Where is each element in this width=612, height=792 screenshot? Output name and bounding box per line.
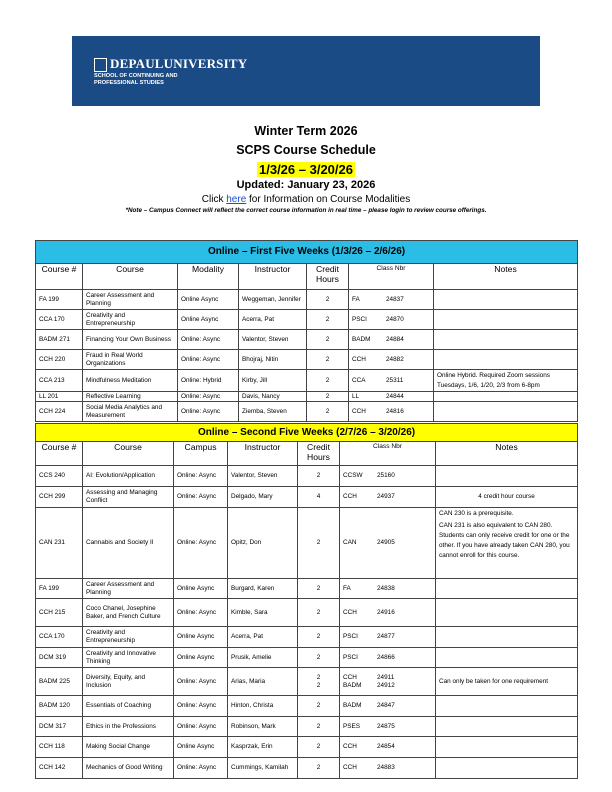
notes-line: CAN 230 is a prerequisite. xyxy=(439,510,514,517)
col-credit-hours: Credit Hours xyxy=(307,264,349,290)
class-subject: PSES xyxy=(343,722,361,730)
notes xyxy=(436,696,578,717)
class-number: 24911 xyxy=(377,673,395,681)
table-row xyxy=(36,487,578,508)
course-name: Financing Your Own Business xyxy=(83,330,178,350)
instructor: Kimble, Sara xyxy=(228,599,298,627)
class-nbr xyxy=(340,758,436,779)
notes-line: CAN 231 is also equivalent to CAN 280. Students can only receive credit for one or the other. If you have already taken CAN 280, you cannot enroll for this course. xyxy=(439,522,570,559)
class-nbr xyxy=(340,668,436,696)
course-num: CCH 118 xyxy=(36,737,83,758)
class-number: 24838 xyxy=(377,584,395,592)
class-number: 24866 xyxy=(377,653,395,661)
table-row xyxy=(36,392,578,402)
credit-hours-value: 2 xyxy=(316,681,321,689)
click-prefix: Click xyxy=(201,194,227,205)
course-num: CAN 231 xyxy=(36,508,83,579)
course-name: AI: Evolution/Application xyxy=(83,466,174,487)
campus: Online: Async xyxy=(174,508,228,579)
class-subject: PSCI xyxy=(343,653,358,661)
class-subject: PSCI xyxy=(343,633,358,640)
class-number: 24875 xyxy=(377,722,395,730)
class-number: 24844 xyxy=(386,392,404,400)
credit-hours: 2 xyxy=(298,627,340,648)
notes xyxy=(436,758,578,779)
class-nbr xyxy=(349,392,434,402)
course-num: FA 199 xyxy=(36,290,83,310)
click-suffix: for Information on Course Modalities xyxy=(246,194,411,205)
class-number: 24847 xyxy=(377,702,395,709)
instructor: Opitz, Don xyxy=(228,508,298,579)
class-subject: CCH xyxy=(352,407,366,415)
class-subject: PSCI xyxy=(352,315,367,323)
col-class-nbr: Class Nbr xyxy=(349,264,434,290)
logo-name: DEPAULUNIVERSITY xyxy=(110,56,248,71)
modality-info xyxy=(0,194,612,205)
col-credit-hours: Credit Hours xyxy=(298,442,340,466)
class-nbr xyxy=(340,466,436,487)
course-num: BADM 225 xyxy=(36,668,83,696)
class-number: 25160 xyxy=(377,472,395,479)
section-title: Online – Second Five Weeks (2/7/26 – 3/20/26) xyxy=(36,424,578,442)
class-number: 24905 xyxy=(377,539,395,546)
course-name: Diversity, Equity, and Inclusion xyxy=(83,668,174,696)
course-num: CCH 220 xyxy=(36,350,83,370)
campus: Online Async xyxy=(174,579,228,599)
modality: Online: Async xyxy=(178,350,239,370)
instructor: Ziemba, Steven xyxy=(239,402,307,422)
class-nbr xyxy=(340,627,436,648)
class-subject: BADM xyxy=(343,702,362,709)
notes xyxy=(436,737,578,758)
section-title: Online – First Five Weeks (1/3/26 – 2/6/26) xyxy=(36,241,578,264)
class-nbr xyxy=(349,370,434,392)
course-num: CCH 224 xyxy=(36,402,83,422)
class-number: 24882 xyxy=(386,355,404,363)
notes xyxy=(434,290,578,310)
class-nbr xyxy=(340,696,436,717)
table-row xyxy=(36,758,578,779)
term-title: Winter Term 2026 xyxy=(254,124,358,138)
class-subject: FA xyxy=(343,584,351,592)
credit-hours: 2 xyxy=(307,290,349,310)
class-nbr xyxy=(349,350,434,370)
col-instructor: Instructor xyxy=(228,442,298,466)
updated-date: Updated: January 23, 2026 xyxy=(236,179,376,191)
notes xyxy=(434,402,578,422)
class-subject: CCH xyxy=(343,608,357,616)
instructor: Valentor, Steven xyxy=(228,466,298,487)
date-range-highlight: 1/3/26 – 3/20/26 xyxy=(259,162,353,177)
class-number: 24884 xyxy=(386,335,404,343)
class-nbr xyxy=(340,579,436,599)
campus: Online: Async xyxy=(174,668,228,696)
col-course-num: Course # xyxy=(36,442,83,466)
credit-hours: 2 xyxy=(307,350,349,370)
class-subject: CCSW xyxy=(343,472,363,479)
table-row xyxy=(36,310,578,330)
credit-hours-value: 2 xyxy=(316,673,321,681)
instructor: Robinson, Mark xyxy=(228,717,298,737)
course-num: CCA 170 xyxy=(36,310,83,330)
class-subject: CCH xyxy=(343,673,357,681)
schedule-title: SCPS Course Schedule xyxy=(236,143,376,157)
notes xyxy=(436,466,578,487)
notes xyxy=(434,350,578,370)
credit-hours: 2 xyxy=(307,310,349,330)
course-name: Ethics in the Professions xyxy=(83,717,174,737)
campus: Online: Async xyxy=(174,487,228,508)
credit-hours: 2 xyxy=(298,579,340,599)
course-num: DCM 317 xyxy=(36,717,83,737)
course-name: Creativity and Entrepreneurship xyxy=(83,627,174,648)
class-subject: BADM xyxy=(343,681,362,689)
course-num: BADM 271 xyxy=(36,330,83,350)
credit-hours: 2 xyxy=(298,737,340,758)
credit-hours: 2 xyxy=(298,696,340,717)
class-number: 24883 xyxy=(377,764,395,771)
col-instructor: Instructor xyxy=(239,264,307,290)
credit-hours: 2 xyxy=(298,717,340,737)
modality: Online Async xyxy=(178,290,239,310)
notes xyxy=(436,579,578,599)
instructor: Burgard, Karen xyxy=(228,579,298,599)
instructor: Bhojraj, Nitin xyxy=(239,350,307,370)
notes: Can only be taken for one requirement xyxy=(436,668,578,696)
table-row xyxy=(36,402,578,422)
class-nbr xyxy=(340,648,436,668)
class-nbr xyxy=(340,599,436,627)
campus: Online: Async xyxy=(174,466,228,487)
notes xyxy=(436,648,578,668)
modality: Online: Async xyxy=(178,392,239,402)
course-num: DCM 319 xyxy=(36,648,83,668)
course-name: Cannabis and Society II xyxy=(83,508,174,579)
table-row xyxy=(36,330,578,350)
col-modality: Modality xyxy=(178,264,239,290)
course-name: Assessing and Managing Conflict xyxy=(83,487,174,508)
class-nbr xyxy=(340,487,436,508)
class-nbr xyxy=(349,402,434,422)
credit-hours: 2 xyxy=(307,370,349,392)
campus: Online: Async xyxy=(174,599,228,627)
table-row xyxy=(36,579,578,599)
class-subject: FA xyxy=(352,295,360,303)
course-name: Mechanics of Good Writing xyxy=(83,758,174,779)
col-notes: Notes xyxy=(434,264,578,290)
course-num: CCA 170 xyxy=(36,627,83,648)
instructor: Prusik, Amelie xyxy=(228,648,298,668)
course-num: CCS 240 xyxy=(36,466,83,487)
modality: Online: Async xyxy=(178,402,239,422)
credit-hours: 2 xyxy=(307,330,349,350)
class-number: 24816 xyxy=(386,407,404,415)
note-text: *Note – Campus Connect will reflect the correct course information in real time – please login to review course offerings. xyxy=(125,207,487,214)
modality: Online Async xyxy=(178,310,239,330)
instructor: Hinton, Christa xyxy=(228,696,298,717)
date-range xyxy=(0,162,612,177)
class-number: 24916 xyxy=(377,608,395,616)
class-number: 24912 xyxy=(377,681,395,689)
table-row xyxy=(36,350,578,370)
col-campus: Campus xyxy=(174,442,228,466)
course-num: CCH 142 xyxy=(36,758,83,779)
credit-hours: 2 xyxy=(307,392,349,402)
campus: Online Async xyxy=(174,648,228,668)
instructor: Cummings, Kamilah xyxy=(228,758,298,779)
instructor: Weggeman, Jennifer xyxy=(239,290,307,310)
credit-hours: 2 xyxy=(298,599,340,627)
course-name: Coco Chanel, Josephine Baker, and French Culture xyxy=(83,599,174,627)
header-banner xyxy=(72,36,540,106)
class-number: 24937 xyxy=(377,493,395,500)
instructor: Delgado, Mary xyxy=(228,487,298,508)
logo-sub-line2: PROFESSIONAL STUDIES xyxy=(94,80,164,86)
instructor: Kasprzak, Erin xyxy=(228,737,298,758)
col-course-num: Course # xyxy=(36,264,83,290)
table-row xyxy=(36,290,578,310)
table-row xyxy=(36,599,578,627)
class-subject: CCH xyxy=(343,493,357,500)
modality: Online: Hybrid xyxy=(178,370,239,392)
instructor: Davis, Nancy xyxy=(239,392,307,402)
course-name: Reflective Learning xyxy=(83,392,178,402)
column-header-row xyxy=(36,264,578,290)
course-num: CCH 299 xyxy=(36,487,83,508)
credit-hours: 2 xyxy=(298,508,340,579)
notes xyxy=(436,508,578,579)
course-name: Social Media Analytics and Measurement xyxy=(83,402,178,422)
course-name: Mindfulness Meditation xyxy=(83,370,178,392)
notes xyxy=(434,310,578,330)
col-course: Course xyxy=(83,264,178,290)
instructor: Valentor, Steven xyxy=(239,330,307,350)
credit-hours: 2 xyxy=(298,466,340,487)
credit-hours xyxy=(298,668,340,696)
credit-hours: 4 xyxy=(298,487,340,508)
notes: 4 credit hour course xyxy=(436,487,578,508)
course-name: Essentials of Coaching xyxy=(83,696,174,717)
col-course: Course xyxy=(83,442,174,466)
class-subject: BADM xyxy=(352,335,371,343)
course-name: Creativity and Entrepreneurship xyxy=(83,310,178,330)
table-row xyxy=(36,737,578,758)
second-five-weeks-table xyxy=(35,423,578,779)
class-subject: CCH xyxy=(343,764,357,771)
first-five-weeks-table xyxy=(35,240,578,422)
class-subject: CCA xyxy=(352,376,366,384)
course-num: CCH 215 xyxy=(36,599,83,627)
notes xyxy=(436,599,578,627)
class-number: 24877 xyxy=(377,633,395,640)
table-row xyxy=(36,648,578,668)
class-subject: LL xyxy=(352,392,360,400)
course-name: Making Social Change xyxy=(83,737,174,758)
class-subject: CCH xyxy=(352,355,366,363)
credit-hours: 2 xyxy=(307,402,349,422)
table-row xyxy=(36,696,578,717)
column-header-row xyxy=(36,442,578,466)
col-notes: Notes xyxy=(436,442,578,466)
class-number: 24837 xyxy=(386,295,404,303)
course-name: Career Assessment and Planning xyxy=(83,290,178,310)
col-class-nbr: Class Nbr xyxy=(340,442,436,466)
table-row xyxy=(36,508,578,579)
campus: Online: Async xyxy=(174,717,228,737)
class-number: 25311 xyxy=(386,376,404,384)
course-num: CCA 213 xyxy=(36,370,83,392)
instructor: Acerra, Pat xyxy=(228,627,298,648)
campus: Online: Async xyxy=(174,758,228,779)
logo-sub-line1: SCHOOL OF CONTINUING AND xyxy=(94,73,178,79)
instructor: Acerra, Pat xyxy=(239,310,307,330)
class-subject: CAN xyxy=(343,539,357,546)
section-header xyxy=(36,424,578,442)
class-nbr xyxy=(340,508,436,579)
credit-hours: 2 xyxy=(298,648,340,668)
campus: Online Async xyxy=(174,737,228,758)
table-row xyxy=(36,717,578,737)
course-name: Fraud in Real World Organizations xyxy=(83,350,178,370)
class-number: 24870 xyxy=(386,315,404,323)
notes xyxy=(436,627,578,648)
class-nbr xyxy=(349,290,434,310)
table-row xyxy=(36,466,578,487)
credit-hours: 2 xyxy=(298,758,340,779)
logo-subtitle xyxy=(94,73,178,87)
class-nbr xyxy=(349,330,434,350)
class-nbr xyxy=(349,310,434,330)
campus: Online: Async xyxy=(174,696,228,717)
campus: Online Async xyxy=(174,627,228,648)
course-name: Creativity and Innovative Thinking xyxy=(83,648,174,668)
course-num: LL 201 xyxy=(36,392,83,402)
course-num: BADM 120 xyxy=(36,696,83,717)
table-row xyxy=(36,668,578,696)
notes xyxy=(434,330,578,350)
instructor: Arias, Maria xyxy=(228,668,298,696)
notes: Online Hybrid. Required Zoom sessions Tuesdays, 1/6, 1/20, 2/3 from 6-8pm xyxy=(434,370,578,392)
modality: Online: Async xyxy=(178,330,239,350)
course-num: FA 199 xyxy=(36,579,83,599)
instructor: Kirby, Jill xyxy=(239,370,307,392)
class-number: 24854 xyxy=(377,743,395,750)
class-nbr xyxy=(340,737,436,758)
table-row xyxy=(36,627,578,648)
here-link[interactable]: here xyxy=(226,194,247,205)
section-header xyxy=(36,241,578,264)
notes xyxy=(436,717,578,737)
class-subject: CCH xyxy=(343,743,357,750)
course-name: Career Assessment and Planning xyxy=(83,579,174,599)
shield-icon xyxy=(94,58,107,72)
table-row xyxy=(36,370,578,392)
notes xyxy=(434,392,578,402)
class-nbr xyxy=(340,717,436,737)
